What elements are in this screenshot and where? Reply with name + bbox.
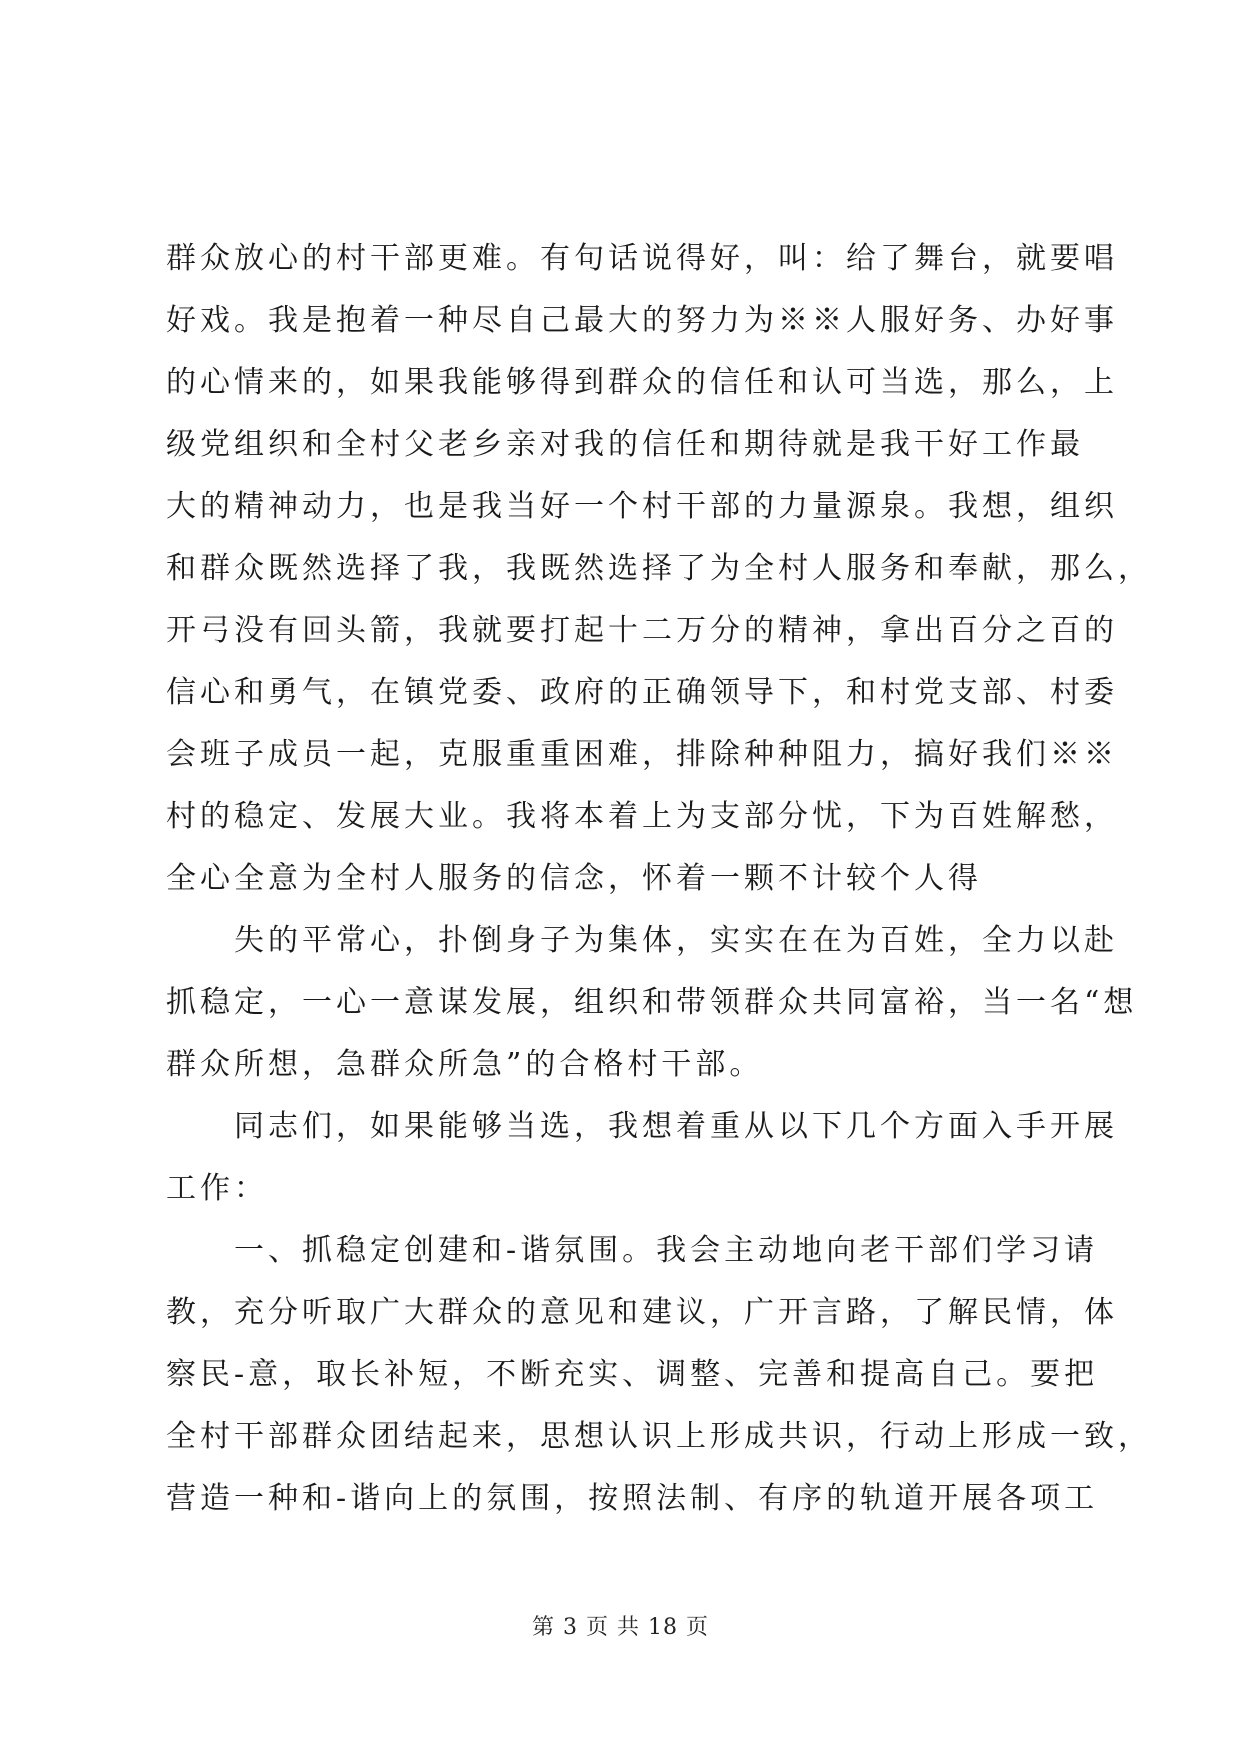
body-text (166, 228, 1152, 1530)
text-line: 一、抓稳定创建和-谐氛围。我会主动地向老干部们学习请 (166, 1233, 1099, 1268)
text-line: 开弓没有回头箭，我就要打起十二万分的精神，拿出百分之百的 (166, 613, 1118, 648)
text-line: 信心和勇气，在镇党委、政府的正确领导下，和村党支部、村委 (166, 675, 1118, 710)
page-number-footer: 第 3 页 共 18 页 (532, 1615, 709, 1640)
text-line: 和群众既然选择了我，我既然选择了为全村人服务和奉献，那么， (166, 551, 1152, 586)
text-line: 营造一种和-谐向上的氛围，按照法制、有序的轨道开展各项工 (166, 1481, 1099, 1516)
text-line: 抓稳定，一心一意谋发展，组织和带领群众共同富裕，当一名“想 (166, 985, 1138, 1020)
text-line: 会班子成员一起，克服重重困难，排除种种阻力，搞好我们※※ (166, 737, 1118, 772)
text-line: 好戏。我是抱着一种尽自己最大的努力为※※人服好务、办好事 (166, 303, 1118, 338)
text-line: 级党组织和全村父老乡亲对我的信任和期待就是我干好工作最 (166, 427, 1084, 462)
text-line: 的心情来的，如果我能够得到群众的信任和认可当选，那么，上 (166, 365, 1118, 400)
text-line: 村的稳定、发展大业。我将本着上为支部分忧，下为百姓解愁， (166, 799, 1118, 834)
text-line: 全心全意为全村人服务的信念，怀着一颗不计较个人得 (166, 861, 982, 896)
text-line: 工作： (166, 1171, 268, 1206)
text-line: 教，充分听取广大群众的意见和建议，广开言路，了解民情，体 (166, 1295, 1118, 1330)
text-line: 察民-意，取长补短，不断充实、调整、完善和提高自己。要把 (166, 1357, 1099, 1392)
text-line: 失的平常心，扑倒身子为集体，实实在在为百姓，全力以赴 (166, 923, 1118, 958)
text-line: 大的精神动力，也是我当好一个村干部的力量源泉。我想，组织 (166, 489, 1118, 524)
text-line: 群众所想，急群众所急”的合格村干部。 (166, 1047, 764, 1082)
text-line: 群众放心的村干部更难。有句话说得好，叫：给了舞台，就要唱 (166, 241, 1118, 276)
text-line: 全村干部群众团结起来，思想认识上形成共识，行动上形成一致， (166, 1419, 1152, 1454)
text-line: 同志们，如果能够当选，我想着重从以下几个方面入手开展 (166, 1109, 1118, 1144)
